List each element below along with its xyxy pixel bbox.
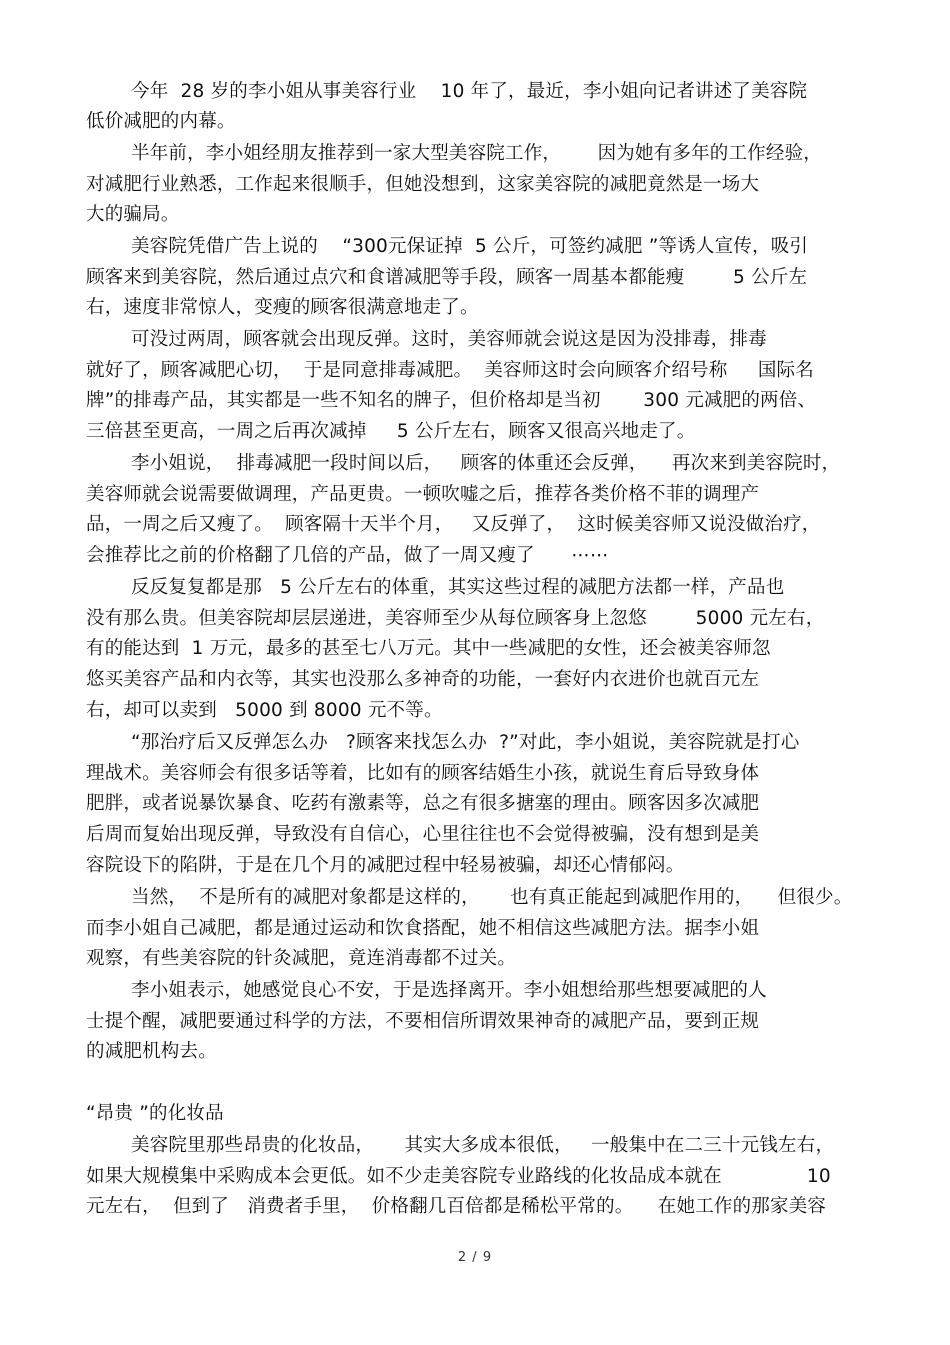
paragraph-line: 肥胖，或者说暴饮暴食、吃药有激素等，总之有很多搪塞的理由。顾客因多次减肥: [86, 793, 760, 814]
paragraph-line: 当然， 不是所有的减肥对象都是这样的， 也有真正能起到减肥作用的， 但很少。: [131, 887, 853, 908]
paragraph-line: 可没过两周，顾客就会出现反弹。这时，美容师就会说这是因为没排毒，排毒: [131, 329, 767, 350]
paragraph-line: 半年前，李小姐经朋友推荐到一家大型美容院工作， 因为她有多年的工作经验，: [131, 143, 822, 164]
paragraph-line: 没有那么贵。但美容院却层层递进，美容师至少从每位顾客身上忽悠 5000 元左右，: [86, 608, 825, 629]
paragraph-line: 右，速度非常惊人，变瘦的顾客很满意地走了。: [86, 297, 479, 318]
paragraph-line: 士提个醒，减肥要通过科学的方法，不要相信所谓效果神奇的减肥产品，要到正规: [86, 1011, 760, 1032]
paragraph-line: 今年 28 岁的李小姐从事美容行业 10 年了，最近，李小姐向记者讲述了美容院: [131, 81, 808, 102]
page-number: 2 / 9: [457, 1250, 493, 1265]
paragraph-line: 元左右， 但到了 消费者手里， 价格翻几百倍都是稀松平常的。 在她工作的那家美容: [86, 1196, 827, 1217]
paragraph-line: 品，一周之后又瘦了。 顾客隔十天半个月， 又反弹了， 这时候美容师又说没做治疗，: [86, 514, 821, 535]
paragraph-line: 右，却可以卖到 5000 到 8000 元不等。: [86, 700, 443, 721]
paragraph-line: 大的骗局。: [86, 204, 180, 225]
paragraph-line: 反反复复都是那 5 公斤左右的体重，其实这些过程的减肥方法都一样，产品也: [131, 577, 785, 598]
paragraph-line: 理战术。美容师会有很多话等着，比如有的顾客结婚生小孩，就说生育后导致身体: [86, 763, 760, 784]
paragraph-line: 牌”的排毒产品，其实都是一些不知名的牌子，但价格却是当初 300 元减肥的两倍、: [86, 390, 817, 411]
section-heading: “昂贵 ”的化妆品: [86, 1103, 224, 1124]
paragraph-line: 就好了，顾客减肥心切， 于是同意排毒减肥。 美容师这时会向顾客介绍号称 国际名: [86, 360, 814, 381]
paragraph-line: 观察，有些美容院的针灸减肥，竟连消毒都不过关。: [86, 948, 517, 969]
paragraph-line: 有的能达到 1 万元，最多的甚至七八万元。其中一些减肥的女性，还会被美容师忽: [86, 638, 771, 659]
paragraph-line: 悠买美容产品和内衣等，其实也没那么多神奇的功能，一套好内衣进价也就百元左: [86, 669, 760, 690]
paragraph-line: “那治疗后又反弹怎么办 ?顾客来找怎么办 ?”对此，李小姐说，美容院就是打心: [131, 732, 800, 753]
paragraph-line: 而李小姐自己减肥，都是通过运动和饮食搭配，她不相信这些减肥方法。据李小姐: [86, 918, 760, 939]
paragraph-line: 后周而复始出现反弹，导致没有自信心，心里往往也不会觉得被骗，没有想到是美: [86, 824, 760, 845]
paragraph-line: 李小姐表示，她感觉良心不安，于是选择离开。李小姐想给那些想要减肥的人: [131, 980, 767, 1001]
paragraph-line: 美容院凭借广告上说的 “300元保证掉 5 公斤，可签约减肥 ”等诱人宣传，吸引: [131, 236, 809, 257]
paragraph-line: 美容院里那些昂贵的化妆品， 其实大多成本很低， 一般集中在二三十元钱左右，: [131, 1135, 835, 1156]
paragraph-line: 三倍甚至更高，一周之后再次减掉 5 公斤左右，顾客又很高兴地走了。: [86, 421, 696, 442]
paragraph-line: 如果大规模集中采购成本会更低。如不少走美容院专业路线的化妆品成本就在 10: [86, 1166, 831, 1187]
paragraph-line: 会推荐比之前的价格翻了几倍的产品，做了一周又瘦了 ⋯⋯: [86, 545, 609, 566]
paragraph-line: 容院设下的陷阱，于是在几个月的减肥过程中轻易被骗，却还心情郁闷。: [86, 855, 685, 876]
paragraph-line: 顾客来到美容院，然后通过点穴和食谱减肥等手段，顾客一周基本都能瘦 5 公斤左: [86, 267, 808, 288]
paragraph-line: 对减肥行业熟悉，工作起来很顺手，但她没想到，这家美容院的减肥竟然是一场大: [86, 174, 760, 195]
paragraph-line: 的减肥机构去。: [86, 1041, 217, 1062]
paragraph-line: 美容师就会说需要做调理，产品更贵。一顿吹嘘之后，推荐各类价格不菲的调理产: [86, 484, 760, 505]
paragraph-line: 李小姐说， 排毒减肥一段时间以后， 顾客的体重还会反弹， 再次来到美容院时，: [131, 453, 841, 474]
paragraph-line: 低价减肥的内幕。: [86, 111, 236, 132]
